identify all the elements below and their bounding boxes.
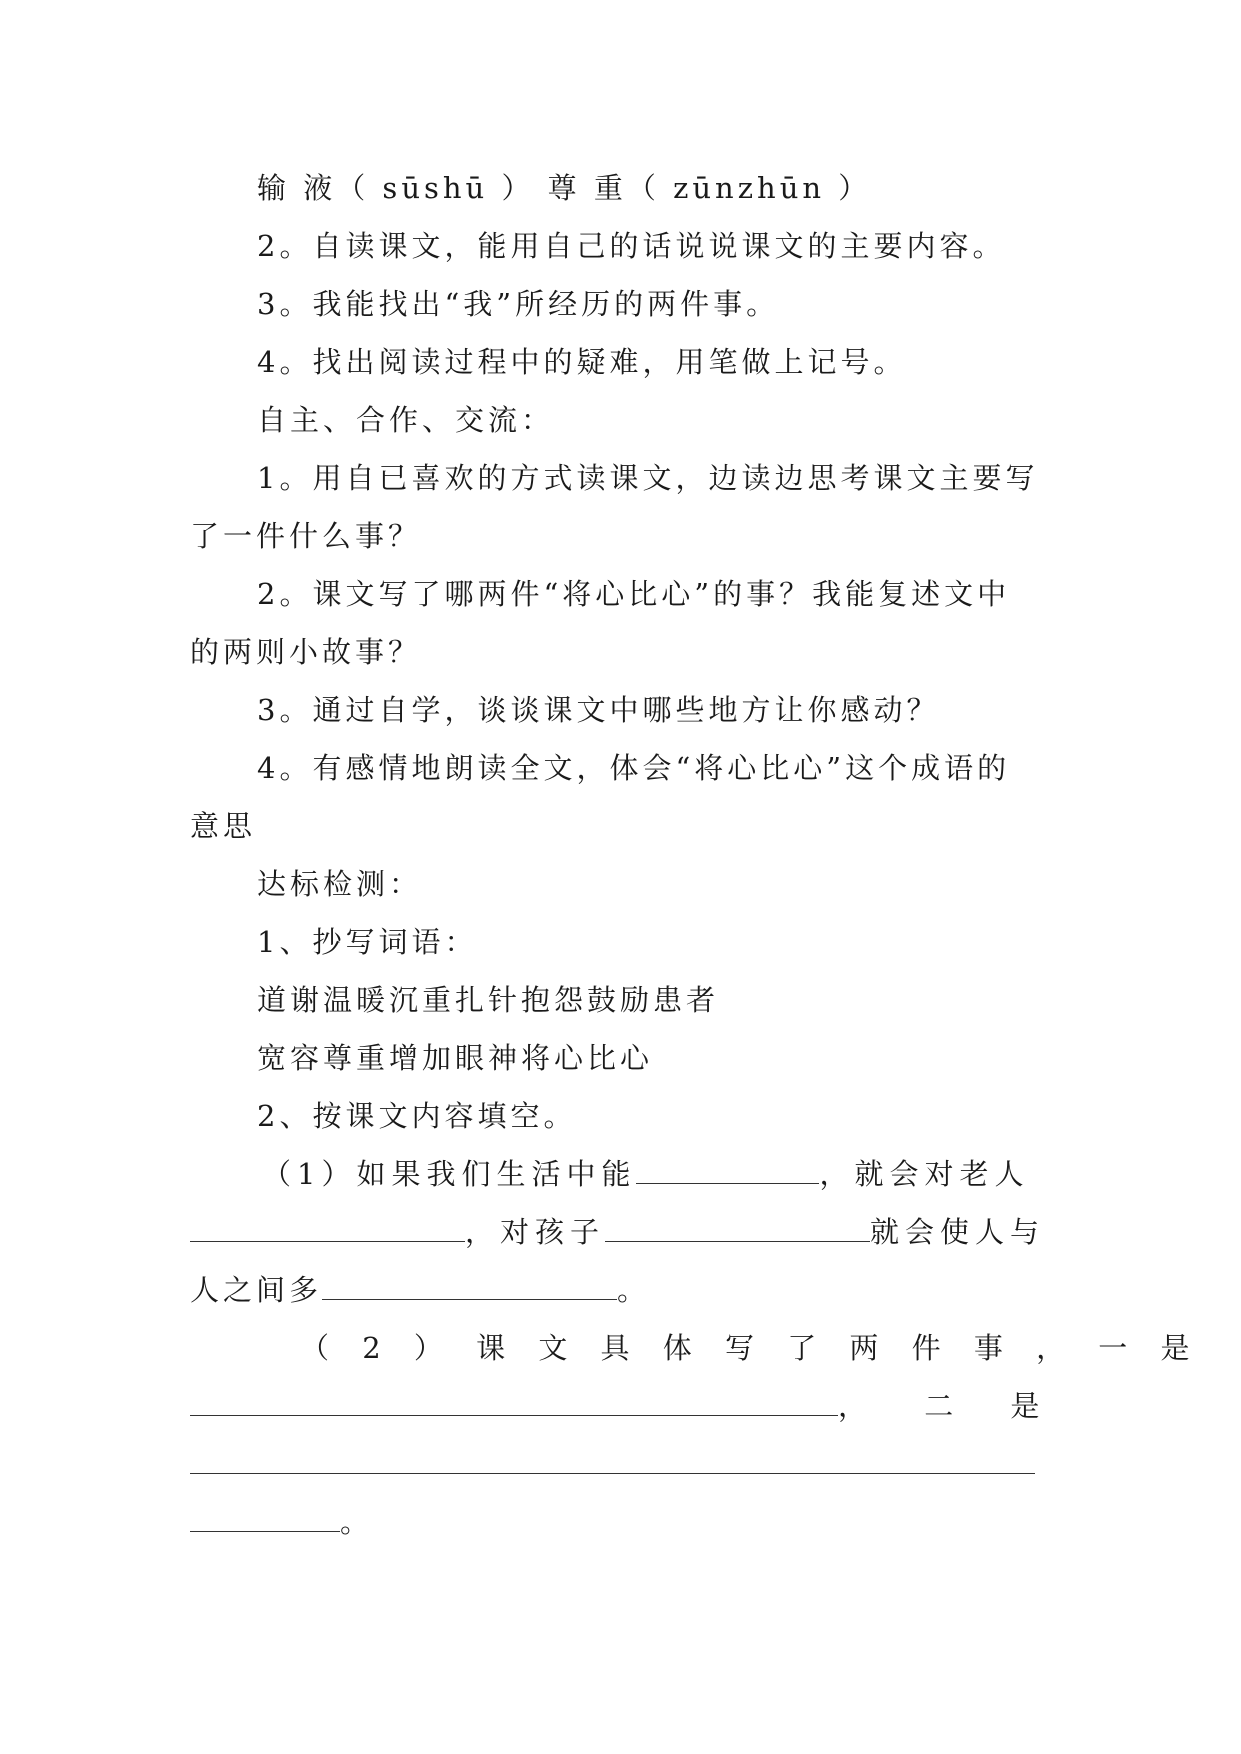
question-1: 1。用自已喜欢的方式读课文，边读边思考课文主要写 [257, 461, 1039, 495]
question-4: 4。有感情地朗读全文，体会“将心比心”这个成语的 [257, 751, 1011, 785]
fill-q2-line4: 。 [190, 1502, 1052, 1542]
answer-blank[interactable] [190, 1215, 465, 1242]
answer-blank[interactable] [605, 1215, 870, 1242]
answer-blank[interactable] [636, 1157, 819, 1184]
question-4-cont: 意思 [190, 809, 257, 843]
exercise-1: 1、抄写词语： [257, 925, 478, 959]
fill-q1-line2: ，对孩子 就会使人与 [190, 1212, 1052, 1252]
word-list-1: 道谢温暖沉重扎针抱怨鼓励患者 [257, 983, 720, 1017]
task-2: 2。自读课文，能用自己的话说说课文的主要内容。 [257, 229, 1006, 263]
fill-q2-line2: ， 二 是 [190, 1386, 1052, 1426]
section-heading: 达标检测： [257, 867, 423, 901]
section-heading: 自主、合作、交流： [257, 403, 555, 437]
answer-blank[interactable] [190, 1505, 340, 1532]
word-list-2: 宽容尊重增加眼神将心比心 [257, 1041, 654, 1075]
question-2-cont: 的两则小故事？ [190, 635, 422, 669]
question-2: 2。课文写了哪两件“将心比心”的事？我能复述文中 [257, 577, 1011, 611]
answer-blank[interactable] [322, 1273, 617, 1300]
fill-q2-line1: （ 2 ） 课 文 具 体 写 了 两 件 事 ， 一 是 [300, 1331, 1202, 1365]
task-4: 4。找出阅读过程中的疑难，用笔做上记号。 [257, 345, 907, 379]
task-3: 3。我能找出“我”所经历的两件事。 [257, 287, 780, 321]
pinyin-line: 输 液（ sūshū ） 尊 重（ zūnzhūn ） [257, 171, 872, 205]
fill-q2-line3 [190, 1444, 1052, 1484]
answer-blank[interactable] [190, 1447, 1035, 1474]
question-1-cont: 了一件什么事？ [190, 519, 422, 553]
question-3: 3。通过自学，谈谈课文中哪些地方让你感动？ [257, 693, 940, 727]
answer-blank[interactable] [190, 1389, 838, 1416]
fill-q1-line1: （1）如果我们生活中能 ，就会对老人 [262, 1157, 1030, 1191]
fill-q1-line3: 人之间多 。 [190, 1273, 651, 1307]
exercise-2: 2、按课文内容填空。 [257, 1099, 577, 1133]
